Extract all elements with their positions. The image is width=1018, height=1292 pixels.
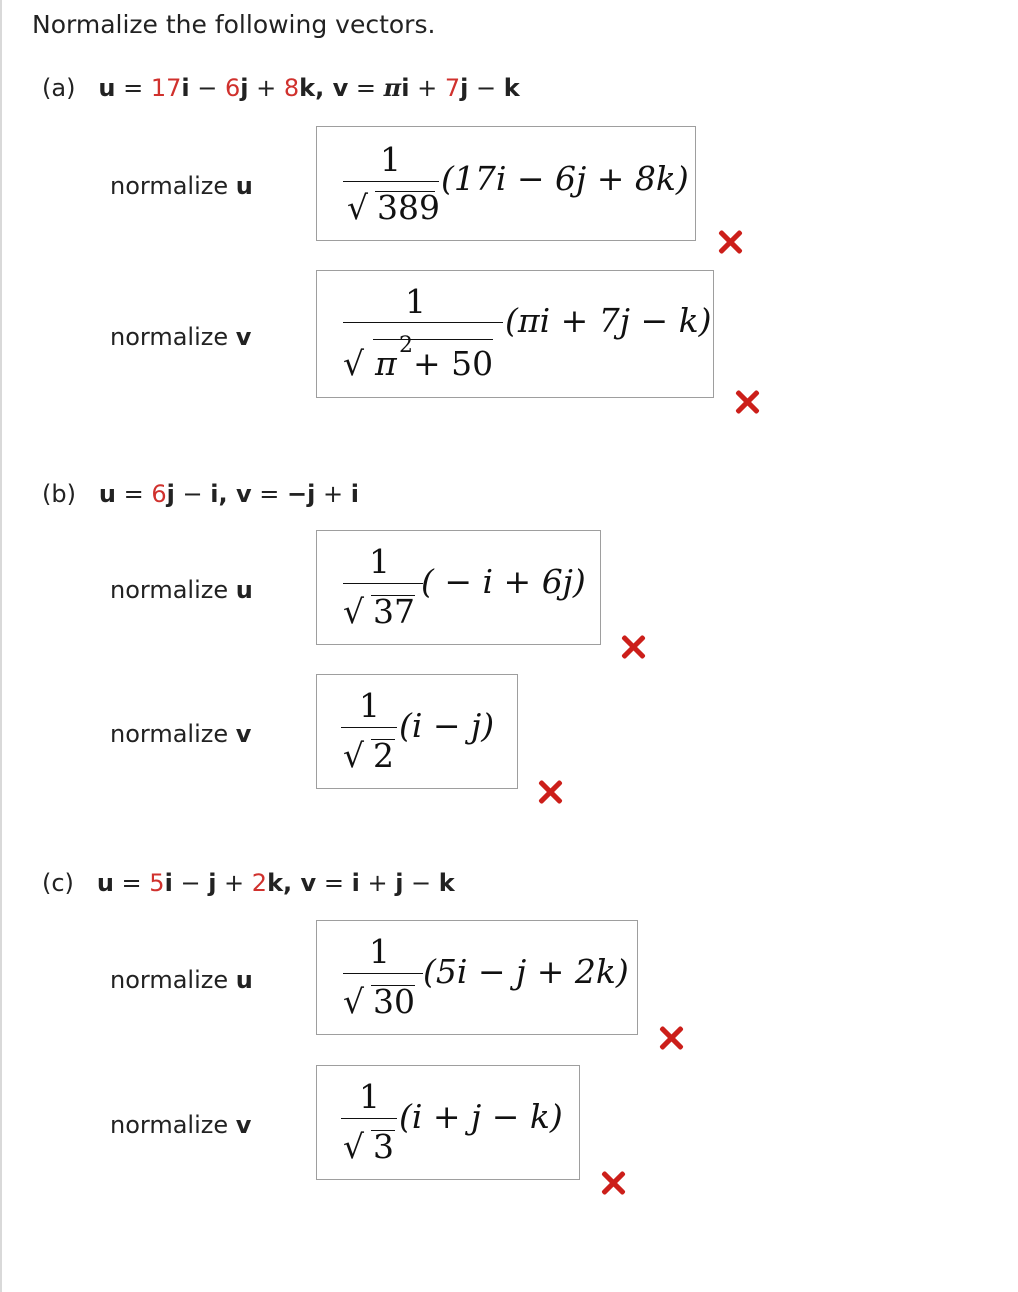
u-expression: 5i − j + 2k — [149, 869, 284, 897]
exponent: 2 — [399, 333, 413, 358]
u-name: u — [96, 869, 114, 897]
fraction-bar — [343, 583, 423, 584]
v-name: v — [235, 480, 252, 508]
sqrt-icon: √ — [343, 982, 365, 1021]
cross-mark-icon — [717, 229, 743, 255]
normalize-u-label: normalize u — [110, 172, 253, 200]
u-expression: 6j − i — [151, 480, 219, 508]
fraction-numerator: 1 — [359, 686, 380, 725]
vector-expression: (5i − j + 2k) — [423, 952, 629, 991]
vector-expression: (i − j) — [399, 706, 495, 745]
normalize-u-label: normalize u — [110, 966, 253, 994]
part-a-header: (a) u = 17i − 6j + 8k, v = πi + 7j − k — [42, 73, 520, 102]
normalize-v-label: normalize v — [110, 720, 252, 748]
answer-field-a-u[interactable] — [316, 126, 696, 241]
left-rule — [0, 0, 2, 1292]
instruction-text: Normalize the following vectors. — [32, 10, 436, 39]
normalize-v-label: normalize v — [110, 1111, 252, 1139]
answer-field-b-u[interactable] — [316, 530, 601, 645]
part-label: (a) — [42, 74, 76, 102]
vector-expression: (πi + 7j − k) — [505, 301, 712, 340]
cross-mark-icon — [734, 389, 760, 415]
fraction-bar — [343, 181, 439, 182]
cross-mark-icon — [600, 1170, 626, 1196]
fraction-denominator: 2 — [373, 736, 394, 775]
part-label: (b) — [42, 480, 76, 508]
fraction-bar — [343, 322, 503, 323]
denominator-rest: + 50 — [413, 344, 494, 383]
fraction-bar — [341, 1118, 397, 1119]
sqrt-icon: √ — [343, 736, 365, 775]
vector-expression: ( − i + 6j) — [421, 562, 586, 601]
v-name: v — [332, 74, 349, 102]
v-expression: i + j − k — [351, 869, 455, 897]
part-label: (c) — [42, 869, 74, 897]
fraction-denominator: 389 — [377, 188, 440, 227]
fraction-denominator: 3 — [373, 1127, 394, 1166]
normalize-v-label: normalize v — [110, 323, 252, 351]
fraction-bar — [341, 727, 397, 728]
sqrt-icon: √ — [343, 344, 365, 383]
v-expression: πi + 7j − k — [383, 73, 520, 102]
answer-field-a-v[interactable] — [316, 270, 714, 398]
fraction-numerator: 1 — [380, 140, 401, 179]
sqrt-icon: √ — [343, 592, 365, 631]
v-name: v — [300, 869, 317, 897]
cross-mark-icon — [658, 1025, 684, 1051]
fraction-numerator: 1 — [359, 1077, 380, 1116]
part-b-header: (b) u = 6j − i, v = −j + i — [42, 480, 359, 508]
vector-expression: (i + j − k) — [399, 1097, 563, 1136]
fraction-denominator: 30 — [373, 982, 415, 1021]
fraction-denominator: 37 — [373, 592, 415, 631]
fraction-numerator: 1 — [405, 282, 426, 321]
v-expression: −j + i — [287, 480, 359, 508]
answer-field-c-u[interactable] — [316, 920, 638, 1035]
u-name: u — [98, 74, 116, 102]
sqrt-icon: √ — [347, 188, 369, 227]
u-expression: 17i − 6j + 8k — [150, 74, 316, 102]
cross-mark-icon — [537, 779, 563, 805]
part-c-header: (c) u = 5i − j + 2k, v = i + j − k — [42, 869, 455, 897]
fraction-numerator: 1 — [369, 932, 390, 971]
cross-mark-icon — [620, 634, 646, 660]
u-name: u — [98, 480, 116, 508]
fraction-bar — [343, 973, 423, 974]
answer-field-b-v[interactable] — [316, 674, 518, 789]
sqrt-icon: √ — [343, 1127, 365, 1166]
answer-field-c-v[interactable] — [316, 1065, 580, 1180]
vector-expression: (17i − 6j + 8k) — [441, 159, 689, 198]
fraction-numerator: 1 — [369, 542, 390, 581]
pi-symbol: π — [375, 344, 397, 383]
normalize-u-label: normalize u — [110, 576, 253, 604]
